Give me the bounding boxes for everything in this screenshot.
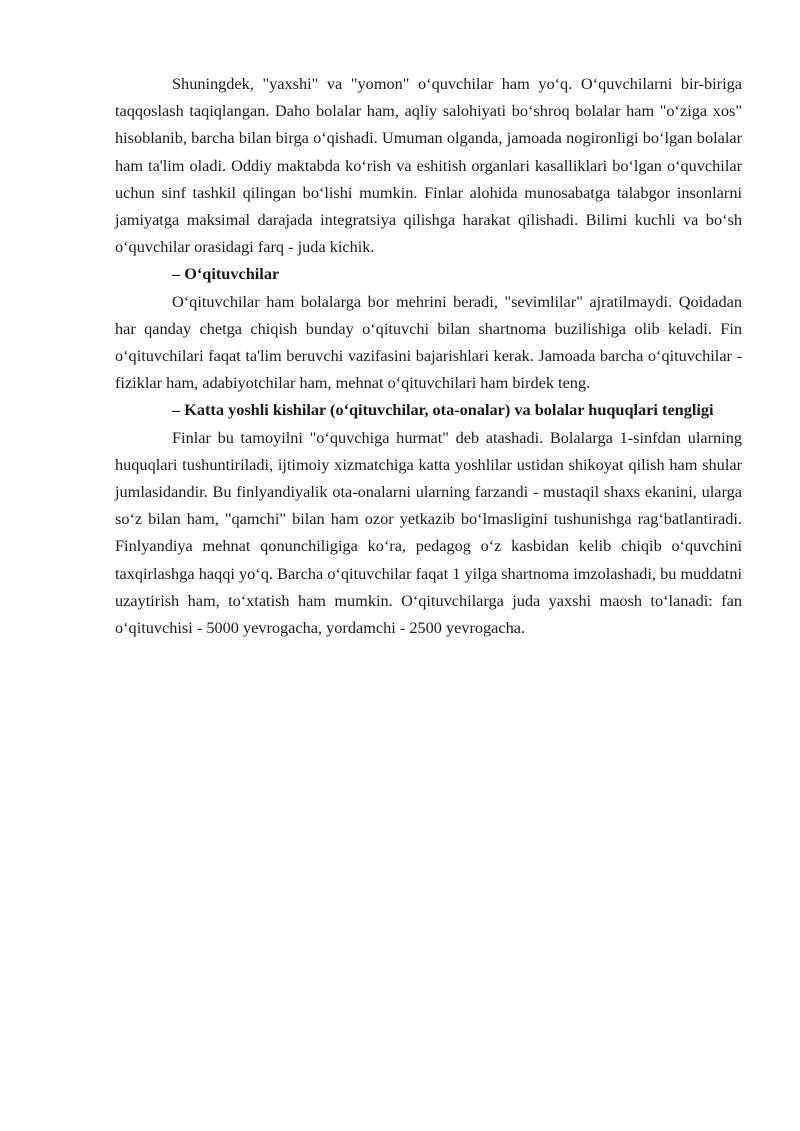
document-page: [115, 70, 742, 641]
section-heading-teachers: – O‘qituvchilar: [172, 264, 280, 284]
section-heading-rights-equality: – Katta yoshli kishilar (o‘qituvchilar, ota-onalar) va bolalar huquqlari tengligi: [172, 400, 714, 420]
paragraph-teachers: O‘qituvchilar ham bolalarga bor mehrini beradi, "sevimlilar" ajratilmaydi. Qoidadan har qanday chetga chiqish bunday o‘qituvchi bilan shartnoma buzilishiga olib keladi. Fin o‘qituvchilari faqat ta'lim beruvchi vazifasini bajarishlari kerak. Jamoada barcha o‘qituvchilar - fiziklar ham, adabiyotchilar ham, mehnat o‘qituvchilari ham birdek teng.: [115, 291, 742, 393]
paragraph-inclusion: Shuningdek, "yaxshi" va "yomon" o‘quvchilar ham yo‘q. O‘quvchilarni bir-biriga taqqoslash taqiqlangan. Daho bolalar ham, aqliy salohiyati bo‘shroq bolalar ham "o‘ziga xos" hisoblanib, barcha bilan birga o‘qishadi. Umuman olganda, jamoada nogironligi bo‘lgan bolalar ham ta'lim oladi. Oddiy maktabda ko‘rish va eshitish organlari kasalliklari bo‘lgan o‘quvchilar uchun sinf tashkil qilingan bo‘lishi mumkin. Finlar alohida munosabatga talabgor insonlarni jamiyatga maksimal darajada integratsiya qilishga harakat qilishadi. Bilimi kuchli va bo‘sh o‘quvchilar orasidagi farq - juda kichik.: [115, 74, 742, 257]
paragraph-rights-equality: Finlar bu tamoyilni "o‘quvchiga hurmat" deb atashadi. Bolalarga 1-sinfdan ularning huquqlari tushuntiriladi, ijtimoiy xizmatchiga katta yoshlilar ustidan shikoyat qilish ham shular jumlasidandir. Bu finlyandiyalik ota-onalarni ularning farzandi - mustaqil shaxs ekanini, ularga so‘z bilan ham, "qamchi" bilan ham ozor yetkazib bo‘lmasligini tushunishga rag‘batlantiradi. Finlyandiya mehnat qonunchiligiga ko‘ra, pedagog o‘z kasbidan kelib chiqib o‘quvchini taxqirlashga haqqi yo‘q. Barcha o‘qituvchilar faqat 1 yilga shartnoma imzolashadi, bu muddatni uzaytirish ham, to‘xtatish ham mumkin. O‘qituvchilarga juda yaxshi maosh to‘lanadi: fan o‘qituvchisi - 5000 yevrogacha, yordamchi - 2500 yevrogacha.: [115, 427, 742, 638]
